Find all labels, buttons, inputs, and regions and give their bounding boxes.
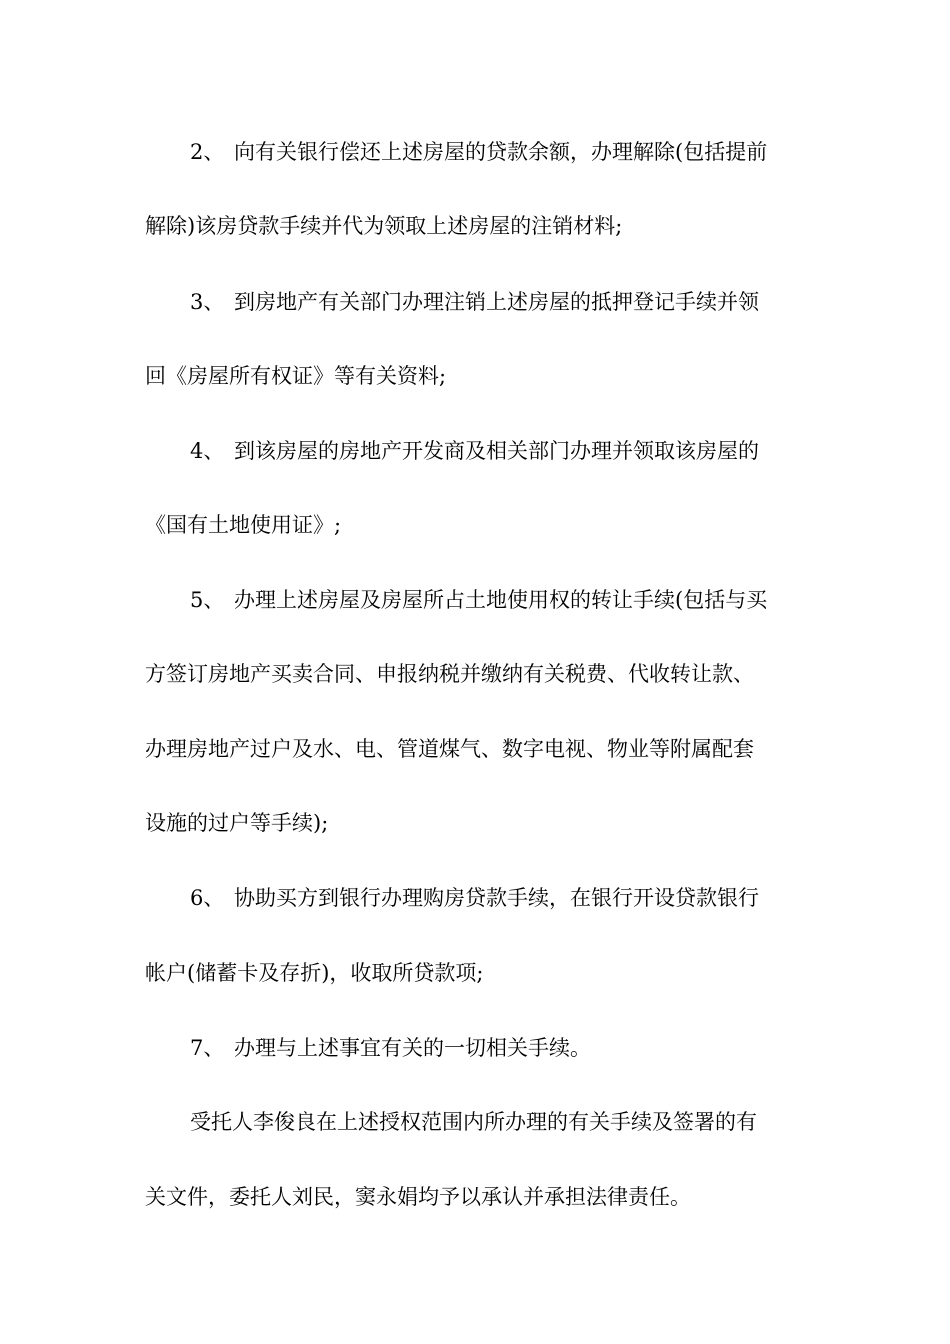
item-5-text: 办理上述房屋及房屋所占土地使用权的转让手续(包括与买 <box>234 588 768 612</box>
item-4-number: 4、 <box>190 439 225 463</box>
item-6-text: 协助买方到银行办理购房贷款手续，在银行开设贷款银行 <box>234 886 759 910</box>
item-5-text-cont-2: 办理房地产过户及水、电、管道煤气、数字电视、物业等附属配套 <box>145 737 754 761</box>
item-7-text: 办理与上述事宜有关的一切相关手续。 <box>234 1036 591 1060</box>
item-7-line-1 <box>0 1028 950 1068</box>
item-3-line-1 <box>0 282 950 322</box>
item-7-number: 7、 <box>190 1036 225 1060</box>
item-6-text-cont: 帐户(储蓄卡及存折)，收取所贷款项; <box>145 961 484 985</box>
item-3-number: 3、 <box>190 290 225 314</box>
closing-text: 受托人李俊良在上述授权范围内所办理的有关手续及签署的有 <box>190 1110 757 1134</box>
item-5-line-1 <box>0 580 950 620</box>
item-6-line-1 <box>0 878 950 918</box>
item-3-text: 到房地产有关部门办理注销上述房屋的抵押登记手续并领 <box>234 290 759 314</box>
item-6-line-2 <box>0 953 950 993</box>
item-6-number: 6、 <box>190 886 225 910</box>
item-4-line-1 <box>0 431 950 471</box>
closing-line-2 <box>0 1177 950 1217</box>
item-2-line-1 <box>0 132 950 172</box>
item-4-text: 到该房屋的房地产开发商及相关部门办理并领取该房屋的 <box>234 439 759 463</box>
item-5-text-cont-1: 方签订房地产买卖合同、申报纳税并缴纳有关税费、代收转让款、 <box>145 662 754 686</box>
closing-line-1 <box>0 1102 950 1142</box>
item-3-line-2 <box>0 356 950 396</box>
item-5-number: 5、 <box>190 588 225 612</box>
item-4-line-2 <box>0 505 950 545</box>
item-5-line-2 <box>0 654 950 694</box>
item-5-line-4 <box>0 803 950 843</box>
item-5-text-cont-3: 设施的过户等手续); <box>145 811 329 835</box>
item-2-text: 向有关银行偿还上述房屋的贷款余额，办理解除(包括提前 <box>234 140 768 164</box>
item-2-line-2 <box>0 206 950 246</box>
item-4-text-cont: 《国有土地使用证》; <box>145 513 342 537</box>
item-5-line-3 <box>0 729 950 769</box>
item-2-number: 2、 <box>190 140 225 164</box>
item-2-text-cont: 解除)该房贷款手续并代为领取上述房屋的注销材料; <box>145 214 623 238</box>
item-3-text-cont: 回《房屋所有权证》等有关资料; <box>145 364 447 388</box>
closing-text-cont: 关文件，委托人刘民，窦永娟均予以承认并承担法律责任。 <box>145 1185 691 1209</box>
